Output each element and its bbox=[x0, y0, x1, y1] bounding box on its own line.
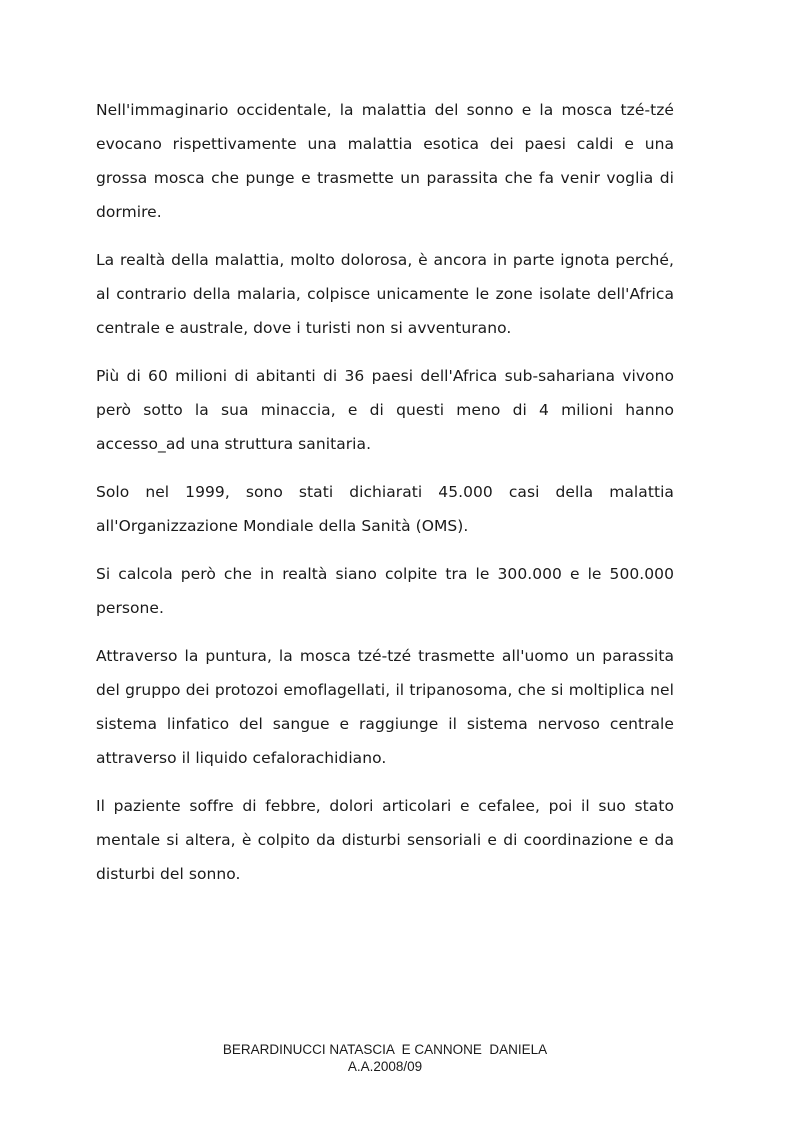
paragraph-population: Più di 60 milioni di abitanti di 36 paesi dell'Africa sub-sahariana vivono però sotto la sua minaccia, e di questi meno di 4 milioni hanno accesso_ad una struttura sanitaria. bbox=[96, 367, 674, 453]
paragraph-estimate: Si calcola però che in realtà siano colpite tra le 300.000 e le 500.000 persone. bbox=[96, 565, 674, 617]
footer-academic-year: A.A.2008/09 bbox=[347, 1059, 423, 1074]
paragraph-reality: La realtà della malattia, molto dolorosa, è ancora in parte ignota perché, al contrario della malaria, colpisce unicamente le zone isolate dell'Africa centrale e australe, dove i turisti non si avventurano. bbox=[96, 251, 674, 337]
footer-authors: BERARDINUCCI NATASCIA E CANNONE DANIELA bbox=[222, 1042, 548, 1057]
paragraph-intro: Nell'immaginario occidentale, la malattia del sonno e la mosca tzé-tzé evocano rispettivamente una malattia esotica dei paesi caldi e una grossa mosca che punge e trasmette un parassita che fa venir voglia di dormire. bbox=[96, 101, 674, 221]
page-footer bbox=[0, 1041, 770, 1075]
paragraph-symptoms: Il paziente soffre di febbre, dolori articolari e cefalee, poi il suo stato mentale si altera, è colpito da disturbi sensoriali e di coordinazione e da disturbi del sonno. bbox=[96, 797, 674, 883]
paragraph-transmission: Attraverso la puntura, la mosca tzé-tzé trasmette all'uomo un parassita del gruppo dei protozoi emoflagellati, il tripanosoma, che si moltiplica nel sistema linfatico del sangue e raggiunge il sistema nervoso centrale attraverso il liquido cefalorachidiano. bbox=[96, 647, 674, 767]
document-body bbox=[96, 93, 674, 905]
paragraph-cases-1999: Solo nel 1999, sono stati dichiarati 45.000 casi della malattia all'Organizzazione Mondiale della Sanità (OMS). bbox=[96, 483, 674, 535]
